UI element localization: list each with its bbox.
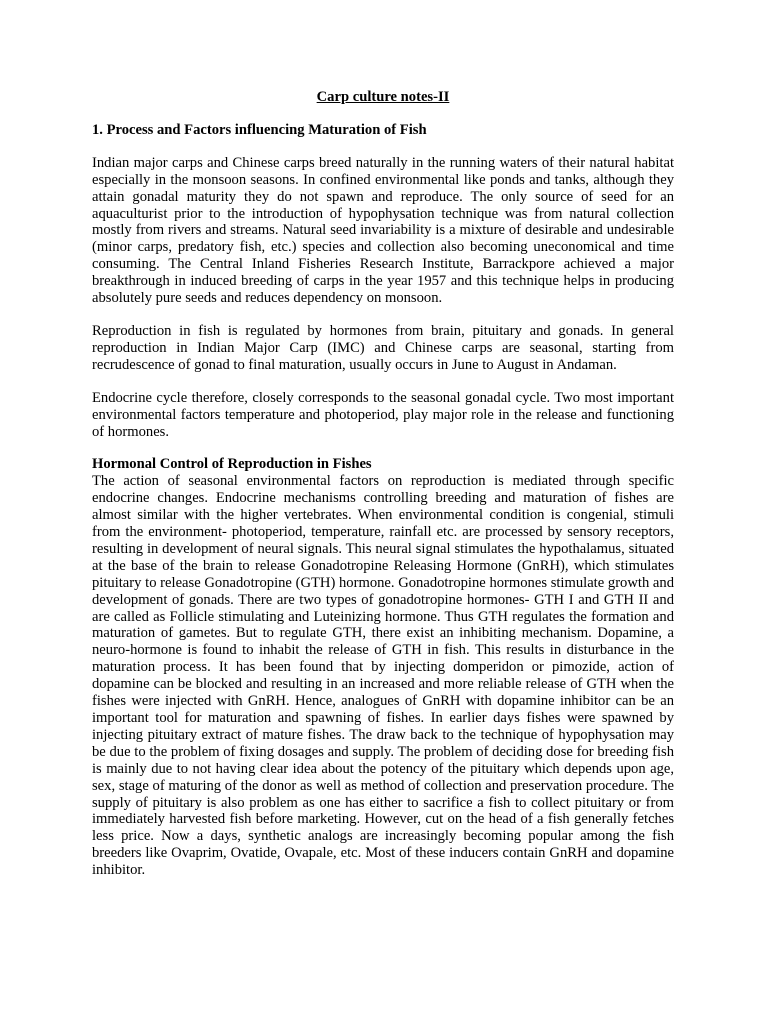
section-heading: 1. Process and Factors influencing Maturation of Fish	[92, 121, 427, 138]
sub-heading-hormonal-control: Hormonal Control of Reproduction in Fishes	[92, 456, 372, 473]
document-body	[92, 89, 674, 879]
paragraph-reproduction: Reproduction in fish is regulated by hormones from brain, pituitary and gonads. In general reproduction in Indian Major Carp (IMC) and Chinese carps are seasonal, starting from recrudescence of gonad to final maturation, usually occurs in June to August in Andaman.	[92, 322, 674, 373]
paragraph-intro: Indian major carps and Chinese carps breed naturally in the running waters of their natural habitat especially in the monsoon seasons. In confined environmental like ponds and tanks, although they attain gonadal maturity they do not spawn and reproduce. The only source of seed for an aquaculturist prior to the introduction of hypophysation technique was from natural collection mostly from rivers and streams. Natural seed invariability is a mixture of desirable and undesirable (minor carps, predatory fish, etc.) species and collection also becoming uneconomical and time consuming. The Central Inland Fisheries Research Institute, Barrackpore achieved a major breakthrough in induced breeding of carps in the year 1957 and this technique helps in producing absolutely pure seeds and reduces dependency on monsoon.	[92, 154, 674, 307]
document-title: Carp culture notes-II	[316, 89, 450, 105]
paragraph-endocrine-cycle: Endocrine cycle therefore, closely corresponds to the seasonal gonadal cycle. Two most important environmental factors temperature and photoperiod, play major role in the release and functioning of hormones.	[92, 389, 674, 440]
paragraph-hormonal-control: The action of seasonal environmental factors on reproduction is mediated through specific endocrine changes. Endocrine mechanisms controlling breeding and maturation of fishes are almost similar with the higher vertebrates. When environmental condition is congenial, stimuli from the environment- photoperiod, temperature, rainfall etc. are processed by sensory receptors, resulting in development of neural signals. This neural signal stimulates the hypothalamus, situated at the base of the brain to release Gonadotropine Releasing Hormone (GnRH), which stimulates pituitary to release Gonadotropine (GTH) hormone. Gonadotropine hormones stimulate growth and development of gonads. There are two types of gonadotropine hormones- GTH I and GTH II and are called as Follicle stimulating and Luteinizing hormone. Thus GTH regulates the formation and maturation of gametes. But to regulate GTH, there exist an inhibiting mechanism. Dopamine, a neuro-hormone is found to inhabit the release of GTH in fish. This results in disturbance in the maturation process. It has been found that by injecting domperidon or pimozide, action of dopamine can be blocked and resulting in an increased and more reliable release of GTH when the fishes were injected with GnRH. Hence, analogues of GnRH with dopamine inhibitor can be an important tool for maturation and spawning of fishes. In earlier days fishes were spawned by injecting pituitary extract of mature fishes. The draw back to the technique of hypophysation may be due to the problem of fixing dosages and supply. The problem of deciding dose for breeding fish is mainly due to not having clear idea about the potency of the pituitary which depends upon age, sex, stage of maturing of the donor as well as method of collection and preservation procedure. The supply of pituitary is also problem as one has either to sacrifice a fish to collect pituitary or from immediately harvested fish before marketing. However, cut on the head of a fish generally fetches less price. Now a days, synthetic analogs are increasingly becoming popular among the fish breeders like Ovaprim, Ovatide, Ovapale, etc. Most of these inducers contain GnRH and dopamine inhibitor.	[92, 473, 674, 879]
